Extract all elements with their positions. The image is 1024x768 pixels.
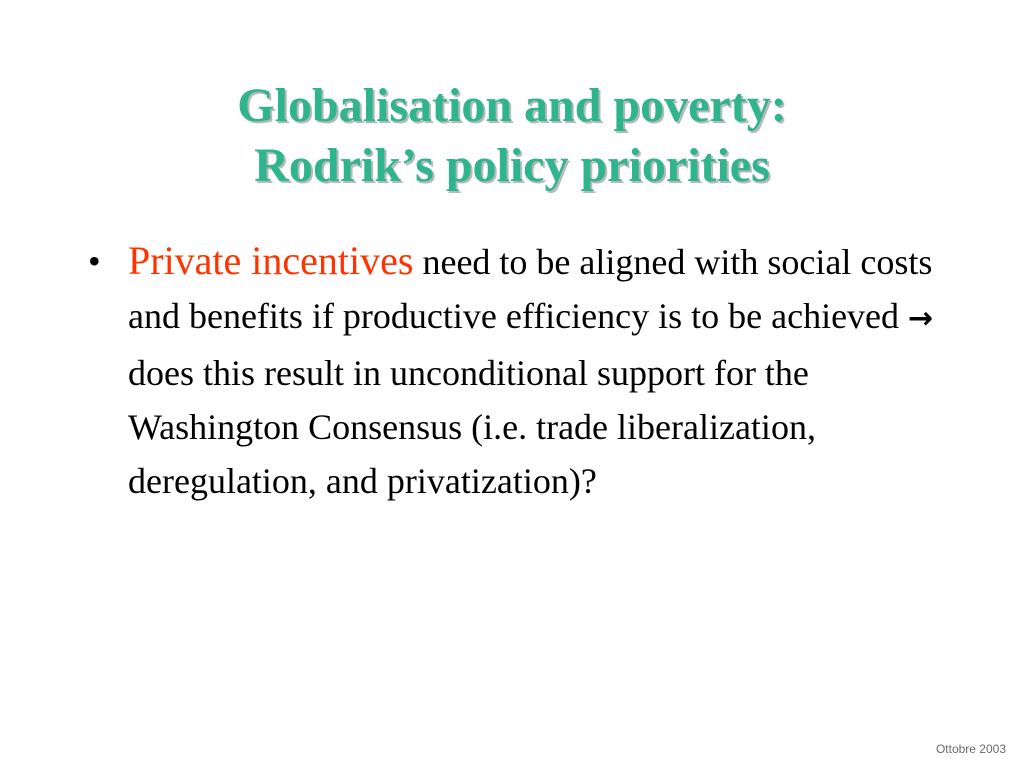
bullet-list [88,234,948,508]
bullet-text-before-arrow: need to be aligned with social costs and benefits if productive efficiency is to be achieved [128,242,933,336]
slide-title-line-1: Globalisation and poverty: [237,79,787,132]
right-arrow-icon: → [908,301,934,336]
footer-date: Ottobre 2003 [935,742,1006,756]
slide-title [60,76,964,196]
bullet-highlight-text: Private incentives [128,238,414,283]
bullet-dot-icon: • [88,241,101,281]
bullet-item [88,234,948,508]
slide-title-line-2: Rodrik’s policy priorities [254,139,770,192]
bullet-text-after-arrow: does this result in unconditional support for the Washington Consensus (i.e. trade liberalization, deregulation, and privatization)? [128,353,816,501]
